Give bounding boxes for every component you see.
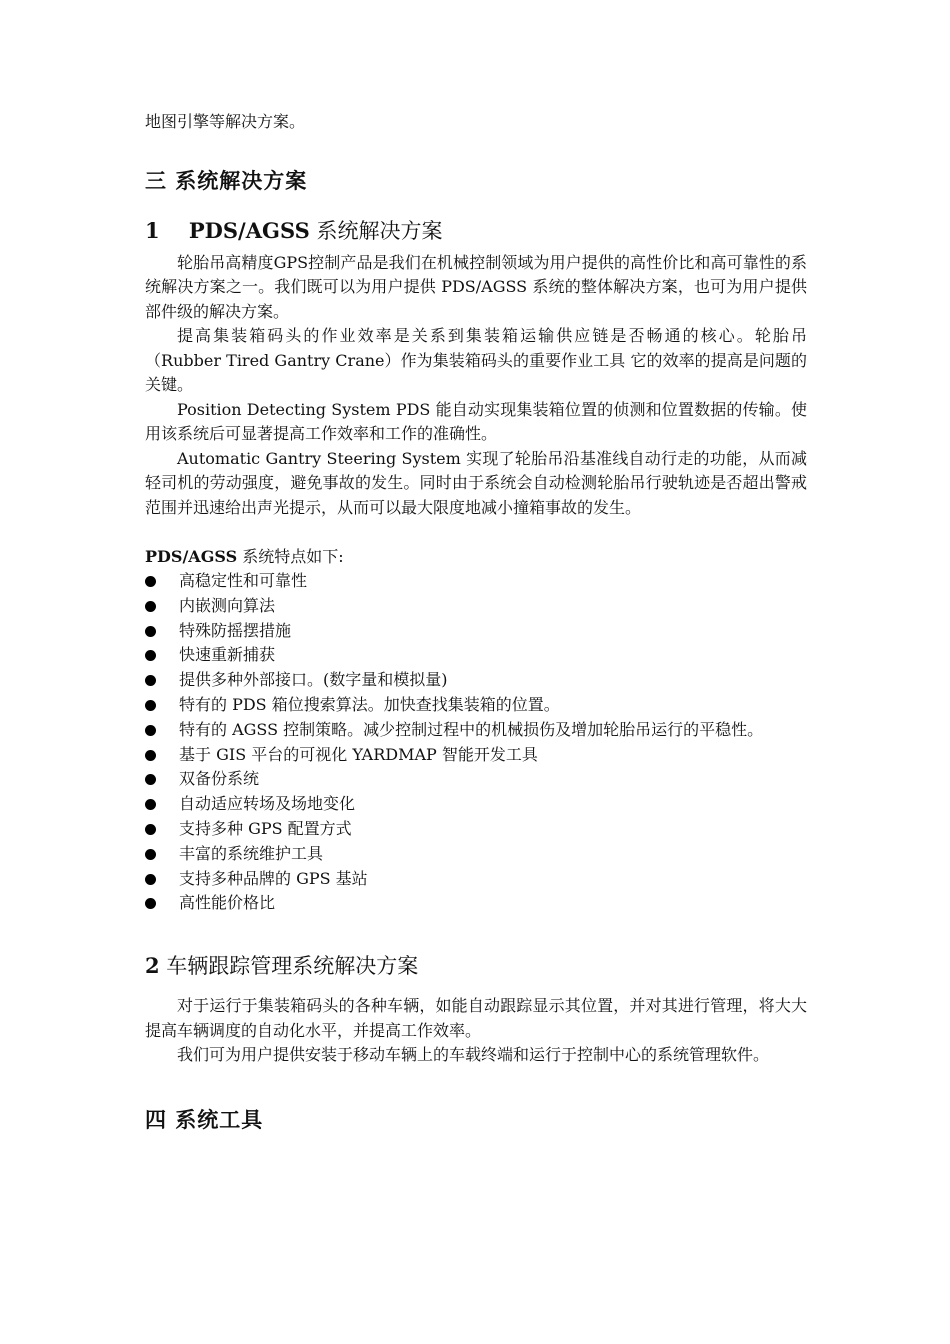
subsection-1-title-latin: PDS/AGSS: [188, 217, 310, 243]
bullet-icon: [145, 675, 156, 686]
bullet-icon: [145, 700, 156, 711]
paragraph: 提高集装箱码头的作业效率是关系到集装箱运输供应链是否畅通的核心。轮胎吊（Rubber Tired Gantry Crane）作为集装箱码头的重要作业工具 它的效率的提高是问题的关键。: [145, 326, 807, 394]
section-3-heading: 三 系统解决方案: [145, 167, 308, 193]
list-item: 高稳定性和可靠性: [145, 569, 807, 594]
bullet-icon: [145, 824, 156, 835]
document-page: [145, 110, 807, 1134]
paragraph: Position Detecting System PDS 能自动实现集装箱位置的侦测和位置数据的传输。使用该系统后可显著提高工作效率和工作的准确性。: [145, 399, 807, 443]
list-item: 丰富的系统维护工具: [145, 842, 807, 867]
features-list: [145, 569, 807, 916]
list-item: 支持多种品牌的 GPS 基站: [145, 867, 807, 892]
subsection-2-number: 2: [145, 953, 160, 979]
subsection-2-body: [145, 994, 807, 1068]
bullet-icon: [145, 650, 156, 661]
features-title-cn: 系统特点如下:: [237, 547, 344, 566]
bullet-icon: [145, 874, 156, 885]
features-title: [145, 545, 807, 569]
subsection-1-body: [145, 251, 807, 521]
bullet-icon: [145, 849, 156, 860]
list-item: 特殊防摇摆措施: [145, 619, 807, 644]
paragraph: 对于运行于集装箱码头的各种车辆，如能自动跟踪显示其位置，并对其进行管理，将大大提高车辆调度的自动化水平，并提高工作效率。: [145, 996, 807, 1040]
list-item: 自动适应转场及场地变化: [145, 792, 807, 817]
bullet-icon: [145, 799, 156, 810]
bullet-icon: [145, 601, 156, 612]
list-item: 双备份系统: [145, 767, 807, 792]
subsection-1-heading: [145, 217, 807, 245]
list-item: 快速重新捕获: [145, 643, 807, 668]
paragraph: Automatic Gantry Steering System 实现了轮胎吊沿基准线自动行走的功能，从而减轻司机的劳动强度，避免事故的发生。同时由于系统会自动检测轮胎吊行驶轨迹是否超出警戒范围并迅速给出声光提示，从而可以最大限度地减小撞箱事故的发生。: [145, 448, 807, 517]
list-item: 内嵌测向算法: [145, 594, 807, 619]
list-item: 支持多种 GPS 配置方式: [145, 817, 807, 842]
bullet-icon: [145, 626, 156, 637]
subsection-1-number: 1: [145, 217, 160, 243]
paragraph: 轮胎吊高精度GPS控制产品是我们在机械控制领域为用户提供的高性价比和高可靠性的系统解决方案之一。我们既可以为用户提供 PDS/AGSS 系统的整体解决方案，也可为用户提供部件级的解决方案。: [145, 252, 807, 321]
bullet-icon: [145, 725, 156, 736]
list-item: 特有的 PDS 箱位搜索算法。加快查找集装箱的位置。: [145, 693, 807, 718]
features-title-latin: PDS/AGSS: [145, 547, 238, 566]
section-4-heading: 四 系统工具: [145, 1106, 264, 1132]
bullet-icon: [145, 576, 156, 587]
bullet-icon: [145, 750, 156, 761]
list-item: 基于 GIS 平台的可视化 YARDMAP 智能开发工具: [145, 743, 807, 768]
intro-tail-text: 地图引擎等解决方案。: [145, 112, 306, 131]
subsection-1-title-cn: 系统解决方案: [309, 218, 443, 243]
list-item: 高性能价格比: [145, 891, 807, 916]
list-item: 提供多种外部接口。(数字量和模拟量): [145, 668, 807, 693]
paragraph: 我们可为用户提供安装于移动车辆上的车载终端和运行于控制中心的系统管理软件。: [177, 1045, 770, 1065]
bullet-icon: [145, 898, 156, 909]
subsection-2-heading: [145, 952, 807, 980]
bullet-icon: [145, 774, 156, 785]
subsection-2-title-cn: 车辆跟踪管理系统解决方案: [159, 954, 419, 979]
list-item: 特有的 AGSS 控制策略。减少控制过程中的机械损伤及增加轮胎吊运行的平稳性。: [145, 718, 807, 743]
